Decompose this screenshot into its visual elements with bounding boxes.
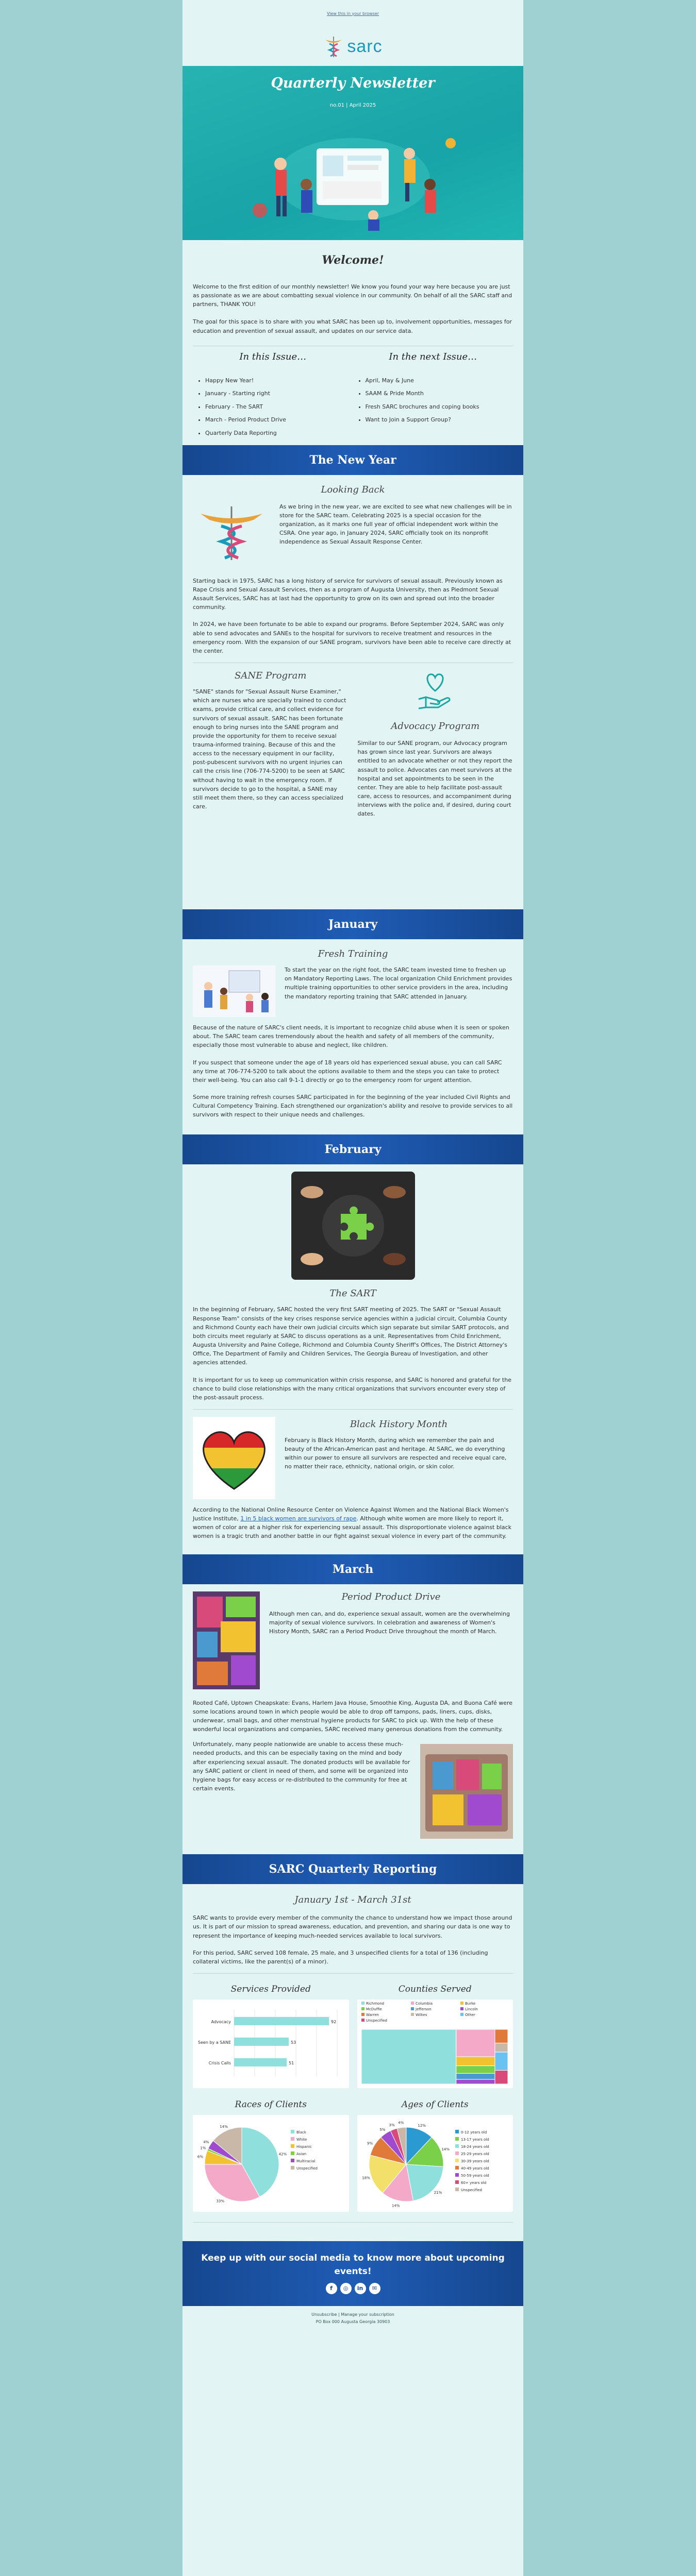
february-section [183, 1172, 523, 1540]
bhm-text-block [285, 1417, 513, 1499]
legend-swatch [291, 2130, 294, 2133]
legend-label: 18-24 years old [460, 2145, 489, 2149]
data-label: 5% [379, 2128, 385, 2132]
legend-swatch [411, 2007, 414, 2010]
legend-swatch [455, 2151, 459, 2155]
social-links [183, 2283, 523, 2294]
logo-text: sarc [347, 36, 383, 56]
next-issue [353, 346, 513, 436]
counties-chart-card [357, 1999, 513, 2088]
bar [234, 2017, 329, 2025]
bhm-stats-text-2: . Although white women are more likely to report it, women of color are at a higher risk for experiencing sexual assault. This disproportionate violence against black women is a tragic truth and another battle in our fight against sexual violence in every part of the community. [193, 1515, 512, 1540]
treemap-cell [494, 2071, 507, 2084]
data-label: 4% [203, 2140, 209, 2145]
reporting-paragraph-2: For this period, SARC served 108 female, 25 male, and 3 unspecified clients for a total of 136 (including collateral victims, like the parent(s) of a minor). [193, 1949, 488, 1965]
legend-swatch [291, 2144, 294, 2148]
legend-swatch [455, 2173, 459, 2177]
legend-label: Wilkes [415, 2013, 427, 2018]
legend-label: 40-49 years old [460, 2166, 489, 2171]
legend-label: White [296, 2138, 307, 2142]
survivors-stat-link[interactable]: 1 in 5 black women are survivors of rape [240, 1515, 357, 1522]
treemap-cell [494, 2043, 507, 2053]
hand-heart-icon [415, 670, 456, 711]
next-issue-title: In the next Issue… [389, 351, 477, 362]
services-chart-card [193, 1999, 349, 2088]
treemap-cell [494, 2029, 507, 2043]
data-label: 53 [291, 2040, 296, 2045]
divider [193, 1973, 513, 1974]
data-label: 14% [441, 2147, 450, 2151]
data-label: 1% [200, 2146, 206, 2150]
welcome-paragraph-1: Welcome to the first edition of our monthly newsletter! We know you found your way here because you are just as passionate as we are about combatting sexual violence in our community. On behalf of all the SARC staff and partners, THANK YOU! [193, 283, 512, 308]
divider [193, 2222, 513, 2223]
legend-swatch [361, 2002, 364, 2005]
advocacy-text: Similar to our SANE program, our Advocacy program has grown since last year. Survivors are always entitled to an advocate whether or not they report the assault to police. Advocates can meet survivors at the hospital and set appointments to be seen in the center. They are able to help facilitate post-assault care, access to resources, and accompaniment during interviews with the police and, if desired, during court dates. [357, 740, 512, 818]
period-drive-paragraph: Although men can, and do, experience sexual assault, women are the overwhelming majority of sexual violence survivors. In celebration and awareness of Women's History Month, SARC ran a Period Product Drive throughout the month of March. [269, 1610, 510, 1635]
data-label: 4% [397, 2121, 404, 2125]
bhm-text: February is Black History Month, during which we remember the pain and beauty of the African-American past and heritage. At SARC, we do everything within our power to ensure all survivors are respected and receive equal care, no matter their race, ethnicity, national origin, or skin color. [285, 1437, 507, 1470]
products-row [193, 1740, 513, 1839]
tick-label: Crisis Calls [208, 2061, 231, 2066]
services-title: Services Provided [230, 1984, 311, 1995]
legend-swatch [455, 2166, 459, 2170]
caduceus-logo-icon [193, 502, 270, 564]
january-paragraph-3: If you suspect that someone under the age of 18 years old has experienced sexual abuse, you can call SARC any time at 706-774-5200 to talk about the options available to them and the steps you can take to protect their well-being. You can also call 9-1-1 directly or go to the emergency room for urgent attention. [193, 1059, 502, 1083]
sane-title: SANE Program [235, 670, 307, 682]
newsletter-title: Quarterly Newsletter [271, 75, 435, 91]
footer-links[interactable]: Unsubscribe | Manage your subscription [311, 2312, 394, 2317]
bhm-title: Black History Month [350, 1419, 448, 1430]
legend-label: 30-39 years old [460, 2159, 489, 2164]
reporting-paragraph-1: SARC wants to provide every member of the community the chance to understand how we impact those around us. It is part of our mission to spread awareness, education, and prevention, and sharing our data is one way to represent the importance of keeping much-needed services available to local survivors. [193, 1914, 512, 1939]
sart-title: The SART [329, 1288, 376, 1299]
legend-label: 60+ years old [460, 2181, 486, 2185]
training-paragraph: To start the year on the right foot, the SARC team invested time to freshen up on Mandatory Reporting Laws. The local organization Child Enrichment provides multiple training opportunities to other service providers in the area, including the mandatory reporting training that SARC attended in January. [285, 967, 512, 1000]
puzzle-hands-image [291, 1172, 415, 1280]
legend-label: Asian [296, 2152, 307, 2157]
data-label: 12% [417, 2123, 426, 2128]
data-label: 3% [389, 2123, 395, 2127]
list-item: • Want to Join a Support Group? [366, 416, 513, 425]
period-drive-text [269, 1591, 513, 1689]
list-item: • Quarterly Data Reporting [205, 429, 353, 438]
social-cta-text: Keep up with our social media to know more about upcoming events! [201, 2253, 505, 2277]
legend-swatch [460, 2002, 463, 2005]
data-label: 42% [278, 2152, 287, 2157]
period-drive-row [193, 1591, 513, 1689]
welcome-section [183, 253, 523, 346]
january-section [183, 948, 523, 1119]
list-item: • March - Period Product Drive [205, 416, 353, 425]
services-chart [193, 1999, 347, 2088]
legend-swatch [455, 2159, 459, 2162]
training-row [193, 965, 513, 1017]
treemap-cell [494, 2052, 507, 2070]
legend-swatch [460, 2007, 463, 2010]
january-paragraph-4: Some more training refresh courses SARC participated in for the beginning of the year included Civil Rights and Cultural Competency Training. Each strengthened our organization's ability and resolve to provide services to all survivors with respect to their unique needs and challenges. [193, 1093, 513, 1118]
services-chart-block [193, 1984, 349, 2088]
looking-back-paragraph: As we bring in the new year, we are excited to see what new challenges will be in store for the SARC team. Celebrating 2025 is a special occasion for the organization, as it marks one full year of official independent work within the CSRA. One year ago, in January 2024, SARC officially took on its nonprofit independence as Sexual Assault Response Center. [279, 503, 512, 546]
legend-label: Lincoln [465, 2007, 478, 2012]
races-chart-block [193, 2099, 349, 2212]
list-item: • Happy New Year! [205, 377, 353, 385]
legend-label: Burke [465, 2002, 475, 2006]
legend-swatch [411, 2002, 414, 2005]
footer-address: PO Box 000 Augusta Georgia 30903 [316, 2319, 390, 2325]
logo[interactable] [183, 27, 523, 66]
advocacy-program [358, 670, 513, 897]
sart-paragraph-2: It is important for us to keep up communication within crisis response, and SARC is honored and grateful for the chance to build close relationships with the many critical organizations that survivors encounter every step of the post-assault process. [193, 1376, 511, 1401]
topbar [183, 0, 523, 27]
issue-line: no.01 | April 2025 [329, 103, 376, 108]
treemap-cell [361, 2029, 456, 2084]
legend-label: 25-29 years old [460, 2152, 489, 2157]
bar [234, 2038, 289, 2046]
legend-swatch [291, 2151, 294, 2155]
data-label: 18% [361, 2176, 370, 2180]
data-label: 33% [216, 2199, 225, 2204]
next-issue-list [353, 377, 513, 425]
february-band: February [183, 1134, 523, 1164]
legend-swatch [291, 2166, 294, 2170]
donations-image [420, 1744, 513, 1839]
expansion-paragraph: In 2024, we have been fortunate to be able to expand our programs. Before September 2024, SARC was only able to send advocates and SANEs to the hospital for survivors to receive treatment and resources in the emergency room. With the expansion of our SANE program, survivors have been able to receive care directly at the center. [193, 621, 511, 654]
legend-label: Hispanic [296, 2145, 312, 2149]
legend-swatch [455, 2137, 459, 2141]
races-chart [193, 2115, 347, 2212]
reporting-period: January 1st - March 31st [294, 1894, 411, 1906]
legend-swatch [361, 2007, 364, 2010]
hero-banner [183, 66, 523, 240]
looking-back-title: Looking Back [321, 484, 385, 495]
in-this-issue-list [193, 377, 353, 438]
legend-swatch [460, 2013, 463, 2016]
bhm-row [193, 1417, 513, 1499]
welcome-paragraph-2: The goal for this space is to share with you what SARC has been up to, involvement opportunities, messages for education and prevention of sexual assault, and updates on our service data. [193, 318, 512, 334]
march-band: March [183, 1554, 523, 1584]
legend-label: 13-17 years old [460, 2138, 489, 2142]
footer [183, 2306, 523, 2326]
ages-chart-card [357, 2115, 513, 2212]
history-paragraph: Starting back in 1975, SARC has a long history of service for survivors of sexual assault. Previously known as Rape Crisis and Sexual Assault Services, then as a program of Augusta University, then as Piedmont Sexual Assault Services, SARC has at last had the opportunity to grow on its own and spread out into the broader community. [193, 577, 503, 611]
period-drive-title: Period Product Drive [341, 1591, 441, 1602]
legend-label: Jefferson [415, 2007, 432, 2012]
instagram-icon[interactable]: ◎ [340, 2283, 352, 2294]
data-label: 9% [367, 2141, 373, 2146]
social-cta-band [183, 2241, 523, 2306]
legend-swatch [411, 2013, 414, 2016]
advocacy-title: Advocacy Program [391, 721, 480, 732]
data-label: 6% [197, 2155, 204, 2159]
linkedin-icon[interactable]: in [355, 2283, 366, 2294]
treemap-cell [456, 2066, 494, 2074]
data-label: 14% [391, 2204, 400, 2208]
data-label: 14% [220, 2124, 228, 2129]
list-item: • April, May & June [366, 377, 513, 385]
treemap-cell [456, 2029, 494, 2057]
facebook-icon[interactable]: f [326, 2283, 337, 2294]
training-illustration [193, 965, 275, 1017]
sarc-logo-icon [323, 35, 344, 58]
charts-row-1 [193, 1984, 513, 2088]
bhm-stats-text: According to the National Online Resource Center on Violence Against Women and the National Black Women's Justice Institute, [193, 1506, 509, 1522]
treemap-cell [456, 2073, 494, 2079]
reporting-section [183, 1894, 523, 2223]
email-icon[interactable]: ✉ [369, 2283, 380, 2294]
table-of-contents [183, 346, 523, 436]
bhm-stats-paragraph [193, 1505, 513, 1541]
legend-label: Columbia [415, 2002, 433, 2006]
ages-chart [357, 2115, 512, 2212]
ages-title: Ages of Clients [401, 2099, 469, 2110]
ages-chart-block [357, 2099, 513, 2212]
treemap-cell [456, 2057, 494, 2066]
legend-swatch [291, 2159, 294, 2162]
sane-text: "SANE" stands for "Sexual Assault Nurse Examiner," which are nurses who are specially trained to conduct exams, provide critical care, and collect evidence for survivors of sexual assault. SARC has been fortunate enough to bring nurses into the SANE program and provide the opportunity for them to receive sexual trauma-informed training. Because of this and the access to the necessary equipment in our facility, post-pubescent survivors with no urgent injuries can call the crisis line (706-774-5200) to be seen at SARC without having to wait in the emergency room. If survivors decide to go to the hospital, a SANE may still meet them there, so they can access specialized care. [193, 688, 346, 810]
legend-label: Multiracial [296, 2159, 316, 2164]
legend-label: 0-12 years old [460, 2130, 487, 2135]
welcome-title: Welcome! [322, 253, 384, 267]
view-in-browser-link[interactable]: View this in your browser [326, 11, 379, 16]
races-chart-card [193, 2115, 349, 2212]
data-label: 92 [331, 2020, 337, 2025]
puzzle-image [193, 1172, 513, 1282]
drop-off-paragraph: Rooted Café, Uptown Cheapskate: Evans, Harlem Java House, Smoothie King, Augusta DA, and Buona Café were some locations around town in which people would be able to drop off tampons, pads, liners, cups, disks, underwear, small bags, and other menstrual hygiene products for SARC to pick up. With the help of these wonderful local organizations and companies, SARC received many generous donations from the community. [193, 1699, 513, 1733]
newsletter-body [183, 0, 523, 2576]
list-item: • Fresh SARC brochures and coping books [366, 403, 513, 412]
list-item: • SAAM & Pride Month [366, 389, 513, 398]
legend-swatch [455, 2188, 459, 2191]
new-year-section [183, 484, 523, 897]
january-paragraph-2: Because of the nature of SARC's client needs, it is important to recognize child abuse when it is seen or spoken about. The SARC team cares tremendously about the health and safety of all members of the community, especially those most vulnerable to abuse and neglect, like children. [193, 1024, 509, 1049]
in-this-issue-title: In this Issue… [239, 351, 307, 362]
legend-label: Warren [366, 2013, 379, 2018]
legend-label: Richmond [366, 2002, 384, 2006]
march-section [183, 1591, 523, 1839]
counties-chart [357, 1999, 512, 2088]
legend-label: McDuffie [366, 2007, 382, 2012]
tick-label: Advocacy [211, 2020, 231, 2025]
legend-label: Unspecified [296, 2166, 318, 2171]
programs-row [193, 670, 513, 897]
legend-swatch [455, 2180, 459, 2184]
sart-paragraph: In the beginning of February, SARC hosted the very first SART meeting of 2025. The SART or "Sexual Assault Response Team" consists of the key crises response service agencies within a judicial circuit, Columbia County and Richmond County each have their own judicial circuits which sign separate but similar SART protocols, and both circuits meet regularly at SARC to discuss operations as a unit. Representatives from Child Enrichment, Augusta University and Paine College, Richmond and Columbia County Sheriff's Offices, The District Attorney's Office, The Department of Family and Children Services, The Georgia Bureau of Investigation, and other agencies attended. [193, 1306, 509, 1366]
legend-label: Unspecified [460, 2188, 482, 2193]
new-year-band: The New Year [183, 445, 523, 475]
divider [193, 1409, 513, 1410]
charts-row-2 [193, 2099, 513, 2212]
data-label: 51 [289, 2061, 294, 2066]
legend-label: 50-59 years old [460, 2174, 489, 2178]
legend-swatch [361, 2013, 364, 2016]
counties-chart-block [357, 1984, 513, 2088]
january-band: January [183, 909, 523, 939]
products-image [193, 1591, 260, 1689]
races-title: Races of Clients [235, 2099, 307, 2110]
list-item: • February - The SART [205, 403, 353, 412]
looking-back-row [193, 502, 513, 564]
legend-swatch [455, 2144, 459, 2148]
legend-label: Other [465, 2013, 475, 2018]
sane-program [193, 670, 349, 897]
heart-flag-image [193, 1417, 275, 1499]
in-this-issue [193, 346, 353, 436]
treemap-cell [456, 2079, 494, 2084]
list-item: • January - Starting right [205, 389, 353, 398]
counties-title: Counties Served [398, 1984, 472, 1995]
legend-swatch [361, 2019, 364, 2022]
reporting-band: SARC Quarterly Reporting [183, 1854, 523, 1884]
products-paragraph: Unfortunately, many people nationwide are unable to access these much-needed products, and this can be especially taxing on the mind and body after experiencing sexual assault. The donated products will be available for any SARC patient or client in need of them, and some will be organized into hygiene bags for easy access or re-distributed to the community for free at certain events. [193, 1741, 410, 1792]
team-illustration [244, 123, 461, 231]
legend-swatch [455, 2130, 459, 2133]
fresh-training-title: Fresh Training [318, 948, 388, 960]
tick-label: Seen by a SANE [197, 2040, 231, 2045]
legend-label: Black [296, 2130, 306, 2135]
legend-swatch [291, 2137, 294, 2141]
bar [234, 2058, 287, 2066]
legend-label: Unspecified [366, 2019, 387, 2023]
data-label: 21% [434, 2191, 442, 2195]
